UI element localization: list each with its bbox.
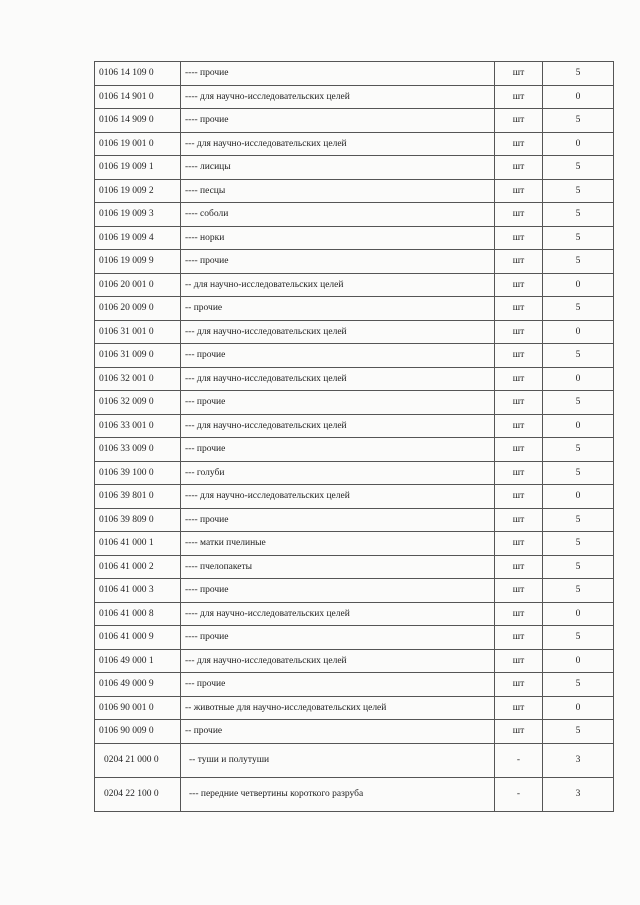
- unit-of-measure: -: [495, 743, 543, 777]
- product-description: --- для научно-исследовательских целей: [181, 320, 495, 344]
- product-description: --- голуби: [181, 461, 495, 485]
- product-code: 0106 20 001 0: [95, 273, 181, 297]
- product-code: 0106 20 009 0: [95, 297, 181, 321]
- tariff-table: [94, 61, 614, 812]
- product-code: 0106 39 100 0: [95, 461, 181, 485]
- product-code: 0106 19 009 4: [95, 226, 181, 250]
- table-row: [95, 344, 614, 368]
- tariff-table-body: [95, 62, 614, 812]
- product-description: --- для научно-исследовательских целей: [181, 367, 495, 391]
- rate-value: 5: [543, 673, 614, 697]
- product-code: 0106 33 001 0: [95, 414, 181, 438]
- rate-value: 0: [543, 132, 614, 156]
- rate-value: 5: [543, 508, 614, 532]
- product-code: 0106 41 000 9: [95, 626, 181, 650]
- product-description: --- передние четвертины короткого разруба: [181, 777, 495, 811]
- table-row: [95, 777, 614, 811]
- rate-value: 5: [543, 226, 614, 250]
- product-code: 0106 41 000 2: [95, 555, 181, 579]
- product-code: 0106 14 109 0: [95, 62, 181, 86]
- product-description: ---- прочие: [181, 109, 495, 133]
- rate-value: 5: [543, 109, 614, 133]
- unit-of-measure: шт: [495, 461, 543, 485]
- rate-value: 5: [543, 179, 614, 203]
- product-code: 0106 19 009 9: [95, 250, 181, 274]
- product-description: ---- прочие: [181, 626, 495, 650]
- product-code: 0106 41 000 1: [95, 532, 181, 556]
- table-row: [95, 179, 614, 203]
- rate-value: 0: [543, 696, 614, 720]
- table-row: [95, 649, 614, 673]
- product-description: --- для научно-исследовательских целей: [181, 649, 495, 673]
- unit-of-measure: шт: [495, 226, 543, 250]
- rate-value: 5: [543, 62, 614, 86]
- unit-of-measure: шт: [495, 532, 543, 556]
- unit-of-measure: шт: [495, 344, 543, 368]
- rate-value: 5: [543, 250, 614, 274]
- table-row: [95, 579, 614, 603]
- product-code: 0204 21 000 0: [95, 743, 181, 777]
- product-description: --- прочие: [181, 344, 495, 368]
- rate-value: 3: [543, 777, 614, 811]
- table-row: [95, 720, 614, 744]
- table-row: [95, 132, 614, 156]
- product-description: ---- матки пчелиные: [181, 532, 495, 556]
- product-description: ---- песцы: [181, 179, 495, 203]
- product-code: 0106 39 809 0: [95, 508, 181, 532]
- unit-of-measure: шт: [495, 438, 543, 462]
- product-description: ---- лисицы: [181, 156, 495, 180]
- rate-value: 5: [543, 297, 614, 321]
- table-row: [95, 461, 614, 485]
- unit-of-measure: шт: [495, 391, 543, 415]
- unit-of-measure: шт: [495, 579, 543, 603]
- unit-of-measure: шт: [495, 673, 543, 697]
- table-row: [95, 297, 614, 321]
- rate-value: 0: [543, 85, 614, 109]
- table-row: [95, 320, 614, 344]
- table-row: [95, 602, 614, 626]
- product-code: 0204 22 100 0: [95, 777, 181, 811]
- product-code: 0106 49 000 1: [95, 649, 181, 673]
- unit-of-measure: шт: [495, 696, 543, 720]
- table-row: [95, 696, 614, 720]
- unit-of-measure: шт: [495, 156, 543, 180]
- rate-value: 5: [543, 626, 614, 650]
- product-description: --- для научно-исследовательских целей: [181, 414, 495, 438]
- table-row: [95, 203, 614, 227]
- product-description: ---- для научно-исследовательских целей: [181, 485, 495, 509]
- unit-of-measure: шт: [495, 132, 543, 156]
- rate-value: 0: [543, 485, 614, 509]
- unit-of-measure: шт: [495, 179, 543, 203]
- product-description: -- животные для научно-исследовательских целей: [181, 696, 495, 720]
- table-row: [95, 555, 614, 579]
- rate-value: 5: [543, 344, 614, 368]
- unit-of-measure: шт: [495, 85, 543, 109]
- rate-value: 5: [543, 532, 614, 556]
- product-code: 0106 31 001 0: [95, 320, 181, 344]
- table-row: [95, 626, 614, 650]
- unit-of-measure: шт: [495, 555, 543, 579]
- product-code: 0106 33 009 0: [95, 438, 181, 462]
- product-description: ---- пчелопакеты: [181, 555, 495, 579]
- unit-of-measure: шт: [495, 720, 543, 744]
- product-code: 0106 90 001 0: [95, 696, 181, 720]
- unit-of-measure: -: [495, 777, 543, 811]
- unit-of-measure: шт: [495, 297, 543, 321]
- rate-value: 5: [543, 438, 614, 462]
- product-code: 0106 49 000 9: [95, 673, 181, 697]
- unit-of-measure: шт: [495, 508, 543, 532]
- product-description: ---- прочие: [181, 508, 495, 532]
- table-row: [95, 743, 614, 777]
- unit-of-measure: шт: [495, 62, 543, 86]
- rate-value: 5: [543, 555, 614, 579]
- product-description: --- прочие: [181, 673, 495, 697]
- product-code: 0106 39 801 0: [95, 485, 181, 509]
- product-description: -- для научно-исследовательских целей: [181, 273, 495, 297]
- product-description: ---- соболи: [181, 203, 495, 227]
- table-row: [95, 156, 614, 180]
- table-row: [95, 508, 614, 532]
- rate-value: 5: [543, 720, 614, 744]
- product-code: 0106 19 009 1: [95, 156, 181, 180]
- product-code: 0106 41 000 3: [95, 579, 181, 603]
- product-description: -- прочие: [181, 720, 495, 744]
- product-code: 0106 32 001 0: [95, 367, 181, 391]
- table-row: [95, 532, 614, 556]
- product-code: 0106 19 001 0: [95, 132, 181, 156]
- table-row: [95, 226, 614, 250]
- table-row: [95, 485, 614, 509]
- unit-of-measure: шт: [495, 203, 543, 227]
- rate-value: 0: [543, 649, 614, 673]
- table-row: [95, 109, 614, 133]
- product-code: 0106 19 009 2: [95, 179, 181, 203]
- unit-of-measure: шт: [495, 485, 543, 509]
- rate-value: 0: [543, 320, 614, 344]
- table-row: [95, 438, 614, 462]
- unit-of-measure: шт: [495, 250, 543, 274]
- rate-value: 0: [543, 273, 614, 297]
- product-code: 0106 41 000 8: [95, 602, 181, 626]
- product-description: --- для научно-исследовательских целей: [181, 132, 495, 156]
- table-row: [95, 414, 614, 438]
- unit-of-measure: шт: [495, 320, 543, 344]
- rate-value: 0: [543, 602, 614, 626]
- product-description: ---- норки: [181, 226, 495, 250]
- rate-value: 0: [543, 414, 614, 438]
- unit-of-measure: шт: [495, 649, 543, 673]
- product-description: -- прочие: [181, 297, 495, 321]
- rate-value: 5: [543, 461, 614, 485]
- rate-value: 5: [543, 156, 614, 180]
- unit-of-measure: шт: [495, 367, 543, 391]
- table-row: [95, 673, 614, 697]
- table-row: [95, 273, 614, 297]
- table-row: [95, 85, 614, 109]
- product-description: ---- прочие: [181, 62, 495, 86]
- rate-value: 5: [543, 579, 614, 603]
- product-code: 0106 32 009 0: [95, 391, 181, 415]
- product-description: ---- для научно-исследовательских целей: [181, 85, 495, 109]
- unit-of-measure: шт: [495, 109, 543, 133]
- table-row: [95, 62, 614, 86]
- product-description: ---- прочие: [181, 579, 495, 603]
- unit-of-measure: шт: [495, 273, 543, 297]
- product-code: 0106 90 009 0: [95, 720, 181, 744]
- product-code: 0106 31 009 0: [95, 344, 181, 368]
- rate-value: 5: [543, 391, 614, 415]
- unit-of-measure: шт: [495, 414, 543, 438]
- product-description: --- прочие: [181, 438, 495, 462]
- product-code: 0106 19 009 3: [95, 203, 181, 227]
- unit-of-measure: шт: [495, 602, 543, 626]
- table-row: [95, 367, 614, 391]
- product-description: ---- прочие: [181, 250, 495, 274]
- product-description: -- туши и полутуши: [181, 743, 495, 777]
- rate-value: 0: [543, 367, 614, 391]
- product-description: ---- для научно-исследовательских целей: [181, 602, 495, 626]
- product-code: 0106 14 901 0: [95, 85, 181, 109]
- rate-value: 3: [543, 743, 614, 777]
- unit-of-measure: шт: [495, 626, 543, 650]
- table-row: [95, 250, 614, 274]
- table-row: [95, 391, 614, 415]
- product-description: --- прочие: [181, 391, 495, 415]
- product-code: 0106 14 909 0: [95, 109, 181, 133]
- rate-value: 5: [543, 203, 614, 227]
